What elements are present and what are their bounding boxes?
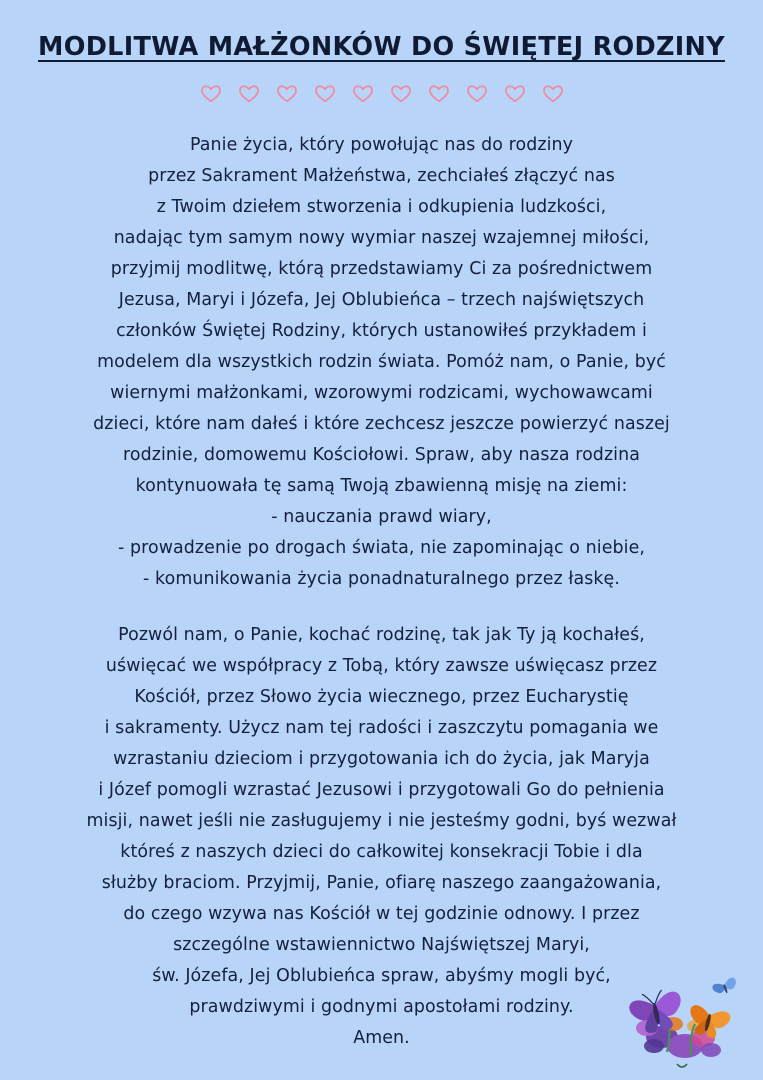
- heart-icon: [428, 82, 450, 104]
- heart-icon: [504, 82, 526, 104]
- heart-icon: [390, 82, 412, 104]
- prayer-line: Panie życia, który powołując nas do rodziny: [189, 135, 574, 155]
- prayer-line: misji, nawet jeśli nie zasługujemy i nie jesteśmy godni, byś wezwał: [86, 811, 677, 831]
- prayer-paragraph: [32, 130, 732, 595]
- prayer-line: prawdziwymi i godnymi apostołami rodziny.: [189, 997, 574, 1017]
- heart-icon: [238, 82, 260, 104]
- prayer-line: dzieci, które nam dałeś i które zechcesz jeszcze powierzyć naszej: [93, 414, 670, 434]
- prayer-line: szczególne wstawiennictwo Najświętszej Maryi,: [173, 935, 590, 955]
- prayer-line: modelem dla wszystkich rodzin świata. Pomóż nam, o Panie, być: [97, 352, 666, 372]
- heart-icon: [466, 82, 488, 104]
- heart-icon: [314, 82, 336, 104]
- prayer-line: do czego wzywa nas Kościół w tej godzinie odnowy. I przez: [123, 904, 640, 924]
- prayer-line: wzrastaniu dzieciom i przygotowania ich do życia, jak Maryja: [113, 749, 650, 769]
- heart-icon: [352, 82, 374, 104]
- prayer-line: przyjmij modlitwę, którą przedstawiamy Ci za pośrednictwem: [110, 259, 653, 279]
- prayer-line: kontynuowała tę samą Twoją zbawienną misję na ziemi:: [135, 476, 628, 496]
- prayer-line: służby braciom. Przyjmij, Panie, ofiarę naszego zaangażowania,: [101, 873, 662, 893]
- prayer-line: św. Józefa, Jej Oblubieńca spraw, abyśmy mogli być,: [152, 966, 611, 986]
- prayer-line: uświęcać we współpracy z Tobą, który zawsze uświęcasz przez: [105, 656, 658, 676]
- prayer-line: rodzinie, domowemu Kościołowi. Spraw, aby nasza rodzina: [123, 445, 640, 465]
- prayer-line: - nauczania prawd wiary,: [271, 507, 492, 527]
- prayer-line: któreś z naszych dzieci do całkowitej konsekracji Tobie i dla: [120, 842, 643, 862]
- prayer-line: wiernymi małżonkami, wzorowymi rodzicami, wychowawcami: [110, 383, 653, 403]
- heart-icon: [542, 82, 564, 104]
- prayer-line: z Twoim dziełem stworzenia i odkupienia ludzkości,: [156, 197, 607, 217]
- prayer-line: i sakramenty. Użycz nam tej radości i zaszczytu pomagania we: [104, 718, 659, 738]
- prayer-line: i Józef pomogli wzrastać Jezusowi i przygotowali Go do pełnienia: [98, 780, 665, 800]
- prayer-line: - komunikowania życia ponadnaturalnego przez łaskę.: [143, 569, 620, 589]
- prayer-line: nadając tym samym nowy wymiar naszej wzajemnej miłości,: [113, 228, 650, 248]
- prayer-amen: Amen.: [353, 1028, 410, 1048]
- prayer-paragraph: [32, 620, 732, 1054]
- heart-icon: [200, 82, 222, 104]
- prayer-line: Kościół, przez Słowo życia wiecznego, przez Eucharystię: [134, 687, 629, 707]
- page-title: MODLITWA MAŁŻONKÓW DO ŚWIĘTEJ RODZINY: [38, 32, 725, 62]
- hearts-divider: [200, 78, 564, 108]
- prayer-body: [32, 130, 732, 1054]
- heart-icon: [276, 82, 298, 104]
- prayer-line: Pozwól nam, o Panie, kochać rodzinę, tak jak Ty ją kochałeś,: [118, 625, 645, 645]
- prayer-line: Jezusa, Maryi i Józefa, Jej Oblubieńca – trzech najświętszych: [118, 290, 645, 310]
- prayer-line: - prowadzenie po drogach świata, nie zapominając o niebie,: [117, 538, 646, 558]
- prayer-line: przez Sakrament Małżeństwa, zechciałeś złączyć nas: [148, 166, 615, 186]
- prayer-line: członków Świętej Rodziny, których ustanowiłeś przykładem i: [116, 321, 647, 341]
